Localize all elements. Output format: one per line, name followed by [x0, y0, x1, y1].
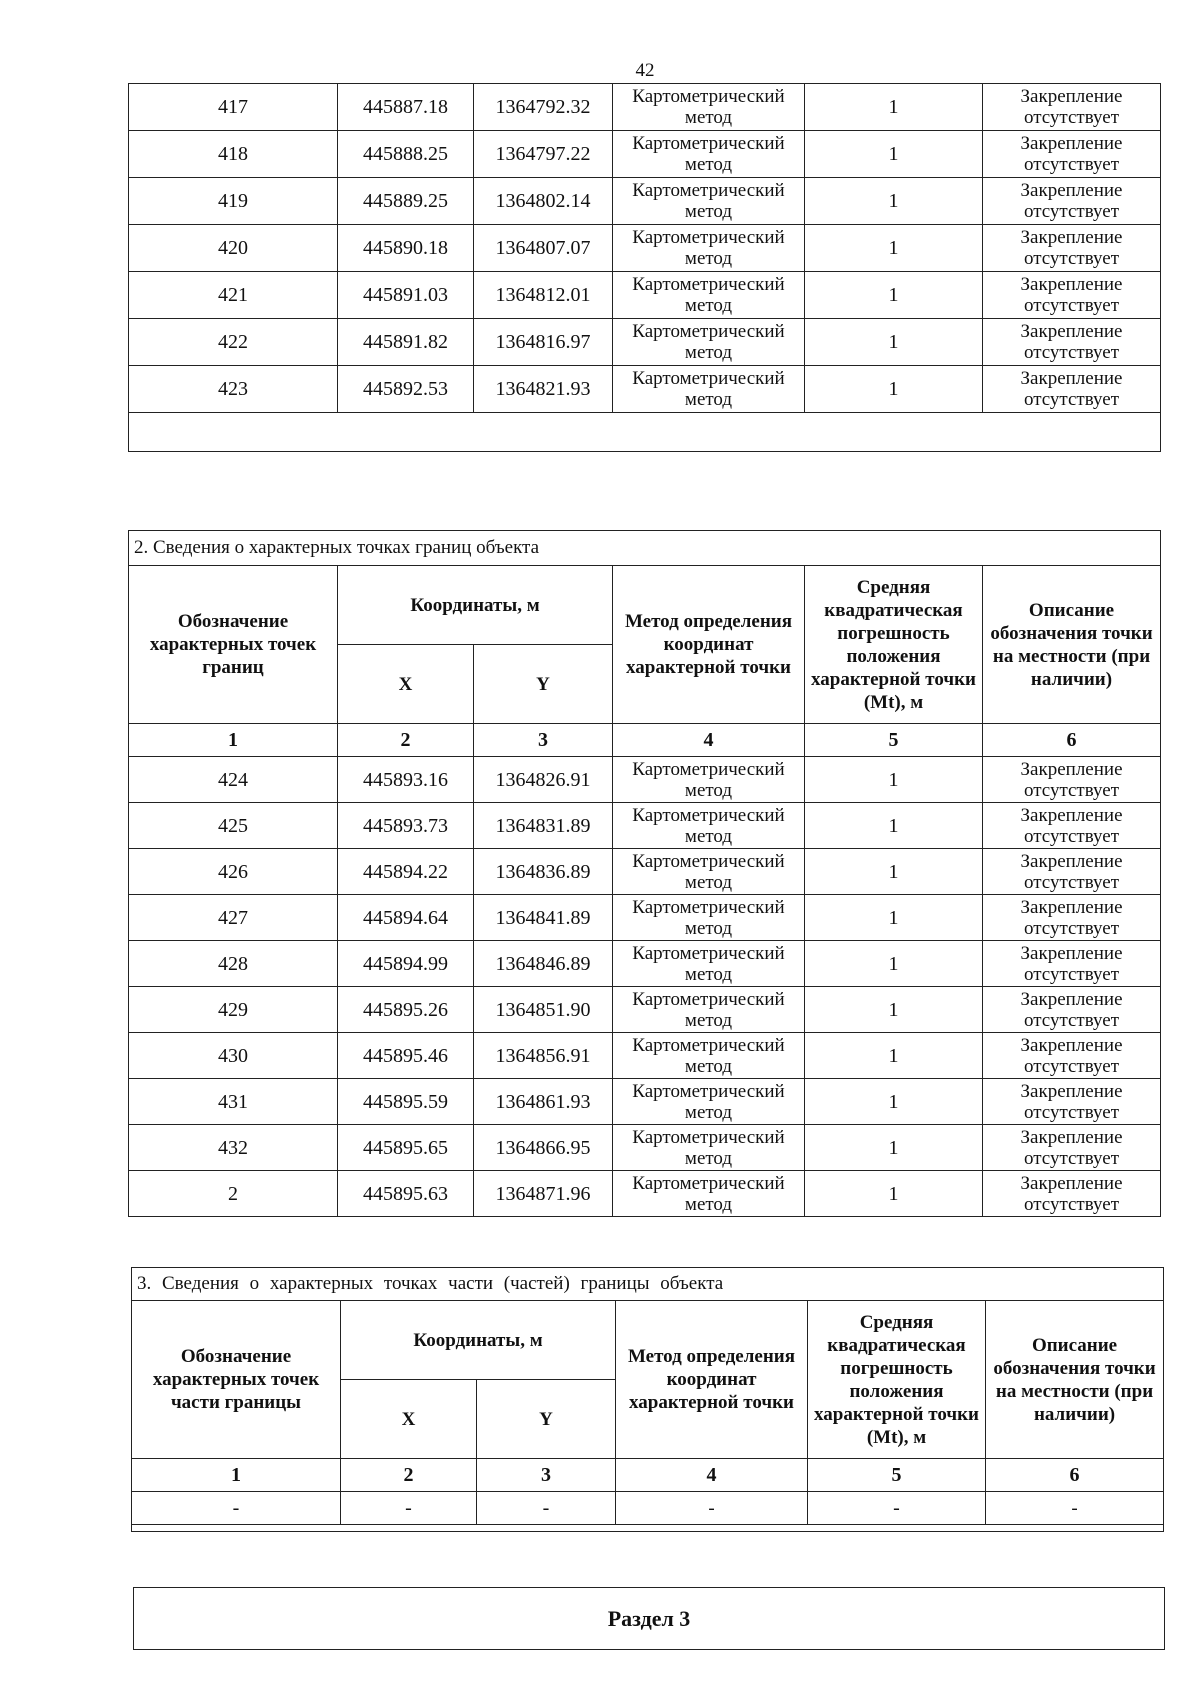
error-cell: 1 — [805, 849, 983, 895]
point-number-cell: - — [132, 1492, 341, 1525]
description-cell: Закрепление отсутствует — [983, 131, 1161, 178]
page-number: 42 — [635, 60, 655, 81]
section3-title: 3. Сведения о характерных точках части (частей) границы объекта — [132, 1268, 1164, 1301]
method-cell: Картометрический метод — [613, 987, 805, 1033]
description-cell: Закрепление отсутствует — [983, 849, 1161, 895]
continuation-table-empty-row — [129, 413, 1161, 452]
x-coordinate-cell: 445895.46 — [338, 1033, 474, 1079]
error-cell: 1 — [805, 1125, 983, 1171]
header-error: Средняя квадратическая погрешность положения характерной точки (Mt), м — [805, 566, 983, 724]
y-coordinate-cell: 1364792.32 — [474, 84, 613, 131]
table-row — [129, 987, 1161, 1033]
method-cell: Картометрический метод — [613, 272, 805, 319]
col-number: 1 — [132, 1459, 341, 1492]
header-coordinates: Координаты, м — [341, 1301, 616, 1380]
x-coordinate-cell: 445887.18 — [338, 84, 474, 131]
table-row — [132, 1492, 1164, 1525]
y-coordinate-cell: 1364846.89 — [474, 941, 613, 987]
x-coordinate-cell: 445894.99 — [338, 941, 474, 987]
method-cell: Картометрический метод — [613, 1033, 805, 1079]
method-cell: Картометрический метод — [613, 849, 805, 895]
y-coordinate-cell: 1364797.22 — [474, 131, 613, 178]
section-3-heading-text: Раздел 3 — [607, 1605, 691, 1631]
table-row — [129, 131, 1161, 178]
method-cell: - — [616, 1492, 808, 1525]
method-cell: Картометрический метод — [613, 319, 805, 366]
y-coordinate-cell: 1364816.97 — [474, 319, 613, 366]
method-cell: Картометрический метод — [613, 178, 805, 225]
error-cell: 1 — [805, 1033, 983, 1079]
table-row — [129, 366, 1161, 413]
description-cell: Закрепление отсутствует — [983, 319, 1161, 366]
section3-title-row — [132, 1268, 1164, 1301]
point-number-cell: 421 — [129, 272, 338, 319]
description-cell: Закрепление отсутствует — [983, 757, 1161, 803]
point-number-cell: 423 — [129, 366, 338, 413]
method-cell: Картометрический метод — [613, 1171, 805, 1217]
section2-title-row — [129, 531, 1161, 566]
header-designation: Обозначение характерных точек границ — [129, 566, 338, 724]
method-cell: Картометрический метод — [613, 1125, 805, 1171]
error-cell: 1 — [805, 272, 983, 319]
section2-title: 2. Сведения о характерных точках границ объекта — [129, 531, 1161, 566]
y-coordinate-cell: 1364831.89 — [474, 803, 613, 849]
error-cell: 1 — [805, 225, 983, 272]
error-cell: 1 — [805, 757, 983, 803]
section3-table-body — [132, 1492, 1164, 1525]
description-cell: Закрепление отсутствует — [983, 366, 1161, 413]
x-coordinate-cell: 445894.64 — [338, 895, 474, 941]
x-coordinate-cell: 445895.63 — [338, 1171, 474, 1217]
x-coordinate-cell: 445892.53 — [338, 366, 474, 413]
header-designation: Обозначение характерных точек части границы — [132, 1301, 341, 1459]
description-cell: Закрепление отсутствует — [983, 1079, 1161, 1125]
y-coordinate-cell: 1364861.93 — [474, 1079, 613, 1125]
header-error: Средняя квадратическая погрешность положения характерной точки (Mt), м — [808, 1301, 986, 1459]
section2-header-row — [129, 566, 1161, 645]
description-cell: Закрепление отсутствует — [983, 178, 1161, 225]
point-number-cell: 418 — [129, 131, 338, 178]
x-coordinate-cell: 445895.26 — [338, 987, 474, 1033]
section2-column-numbers — [129, 724, 1161, 757]
description-cell: - — [986, 1492, 1164, 1525]
table-row — [129, 1171, 1161, 1217]
method-cell: Картометрический метод — [613, 225, 805, 272]
col-number: 6 — [983, 724, 1161, 757]
y-coordinate-cell: 1364841.89 — [474, 895, 613, 941]
section2-table — [128, 530, 1161, 1217]
x-coordinate-cell: 445891.03 — [338, 272, 474, 319]
y-coordinate-cell: 1364802.14 — [474, 178, 613, 225]
x-coordinate-cell: 445894.22 — [338, 849, 474, 895]
header-method: Метод определения координат характерной точки — [616, 1301, 808, 1459]
table-row — [129, 757, 1161, 803]
y-coordinate-cell: 1364856.91 — [474, 1033, 613, 1079]
method-cell: Картометрический метод — [613, 803, 805, 849]
table-row — [129, 178, 1161, 225]
y-coordinate-cell: 1364851.90 — [474, 987, 613, 1033]
description-cell: Закрепление отсутствует — [983, 225, 1161, 272]
error-cell: 1 — [805, 178, 983, 225]
y-coordinate-cell: 1364836.89 — [474, 849, 613, 895]
description-cell: Закрепление отсутствует — [983, 895, 1161, 941]
section3-bottom-strip — [132, 1525, 1164, 1532]
point-number-cell: 429 — [129, 987, 338, 1033]
col-number: 3 — [474, 724, 613, 757]
continuation-table — [128, 83, 1161, 452]
table-row — [129, 941, 1161, 987]
method-cell: Картометрический метод — [613, 131, 805, 178]
table-row — [129, 895, 1161, 941]
header-x: X — [341, 1380, 477, 1459]
method-cell: Картометрический метод — [613, 366, 805, 413]
table-row — [129, 84, 1161, 131]
method-cell: Картометрический метод — [613, 941, 805, 987]
point-number-cell: 419 — [129, 178, 338, 225]
table-row — [129, 849, 1161, 895]
header-method: Метод определения координат характерной точки — [613, 566, 805, 724]
description-cell: Закрепление отсутствует — [983, 941, 1161, 987]
error-cell: 1 — [805, 84, 983, 131]
error-cell: 1 — [805, 803, 983, 849]
col-number: 6 — [986, 1459, 1164, 1492]
col-number: 4 — [616, 1459, 808, 1492]
point-number-cell: 431 — [129, 1079, 338, 1125]
error-cell: 1 — [805, 1079, 983, 1125]
error-cell: 1 — [805, 987, 983, 1033]
header-description: Описание обозначения точки на местности (при наличии) — [983, 566, 1161, 724]
y-coordinate-cell: 1364821.93 — [474, 366, 613, 413]
description-cell: Закрепление отсутствует — [983, 987, 1161, 1033]
error-cell: 1 — [805, 131, 983, 178]
header-description: Описание обозначения точки на местности (при наличии) — [986, 1301, 1164, 1459]
section3-column-numbers — [132, 1459, 1164, 1492]
point-number-cell: 427 — [129, 895, 338, 941]
y-coordinate-cell: 1364871.96 — [474, 1171, 613, 1217]
method-cell: Картометрический метод — [613, 757, 805, 803]
table-row — [129, 1125, 1161, 1171]
col-number: 2 — [338, 724, 474, 757]
point-number-cell: 422 — [129, 319, 338, 366]
header-x: X — [338, 645, 474, 724]
table-row — [129, 803, 1161, 849]
table-row — [129, 225, 1161, 272]
point-number-cell: 428 — [129, 941, 338, 987]
x-coordinate-cell: 445895.65 — [338, 1125, 474, 1171]
col-number: 5 — [808, 1459, 986, 1492]
point-number-cell: 424 — [129, 757, 338, 803]
point-number-cell: 432 — [129, 1125, 338, 1171]
y-coordinate-cell: 1364807.07 — [474, 225, 613, 272]
section2-table-body — [129, 757, 1161, 1217]
description-cell: Закрепление отсутствует — [983, 1125, 1161, 1171]
continuation-table-body — [129, 84, 1161, 413]
description-cell: Закрепление отсутствует — [983, 84, 1161, 131]
error-cell: - — [808, 1492, 986, 1525]
x-coordinate-cell: - — [341, 1492, 477, 1525]
method-cell: Картометрический метод — [613, 84, 805, 131]
method-cell: Картометрический метод — [613, 895, 805, 941]
table-row — [129, 319, 1161, 366]
description-cell: Закрепление отсутствует — [983, 803, 1161, 849]
x-coordinate-cell: 445889.25 — [338, 178, 474, 225]
x-coordinate-cell: 445890.18 — [338, 225, 474, 272]
section3-header-row — [132, 1301, 1164, 1380]
method-cell: Картометрический метод — [613, 1079, 805, 1125]
col-number: 5 — [805, 724, 983, 757]
error-cell: 1 — [805, 941, 983, 987]
col-number: 4 — [613, 724, 805, 757]
empty-cell — [129, 413, 1161, 452]
error-cell: 1 — [805, 319, 983, 366]
description-cell: Закрепление отсутствует — [983, 272, 1161, 319]
error-cell: 1 — [805, 1171, 983, 1217]
error-cell: 1 — [805, 895, 983, 941]
point-number-cell: 430 — [129, 1033, 338, 1079]
header-coordinates: Координаты, м — [338, 566, 613, 645]
y-coordinate-cell: 1364826.91 — [474, 757, 613, 803]
x-coordinate-cell: 445893.16 — [338, 757, 474, 803]
point-number-cell: 417 — [129, 84, 338, 131]
error-cell: 1 — [805, 366, 983, 413]
x-coordinate-cell: 445895.59 — [338, 1079, 474, 1125]
table-row — [129, 272, 1161, 319]
point-number-cell: 425 — [129, 803, 338, 849]
x-coordinate-cell: 445891.82 — [338, 319, 474, 366]
col-number: 3 — [477, 1459, 616, 1492]
description-cell: Закрепление отсутствует — [983, 1171, 1161, 1217]
point-number-cell: 2 — [129, 1171, 338, 1217]
description-cell: Закрепление отсутствует — [983, 1033, 1161, 1079]
header-y: Y — [477, 1380, 616, 1459]
y-coordinate-cell: - — [477, 1492, 616, 1525]
point-number-cell: 426 — [129, 849, 338, 895]
y-coordinate-cell: 1364812.01 — [474, 272, 613, 319]
point-number-cell: 420 — [129, 225, 338, 272]
col-number: 1 — [129, 724, 338, 757]
table-row — [129, 1079, 1161, 1125]
bottom-strip-cell — [132, 1525, 1164, 1532]
x-coordinate-cell: 445888.25 — [338, 131, 474, 178]
header-y: Y — [474, 645, 613, 724]
col-number: 2 — [341, 1459, 477, 1492]
table-row — [129, 1033, 1161, 1079]
x-coordinate-cell: 445893.73 — [338, 803, 474, 849]
section-3-heading — [133, 1587, 1165, 1650]
y-coordinate-cell: 1364866.95 — [474, 1125, 613, 1171]
section3-table — [131, 1267, 1164, 1532]
